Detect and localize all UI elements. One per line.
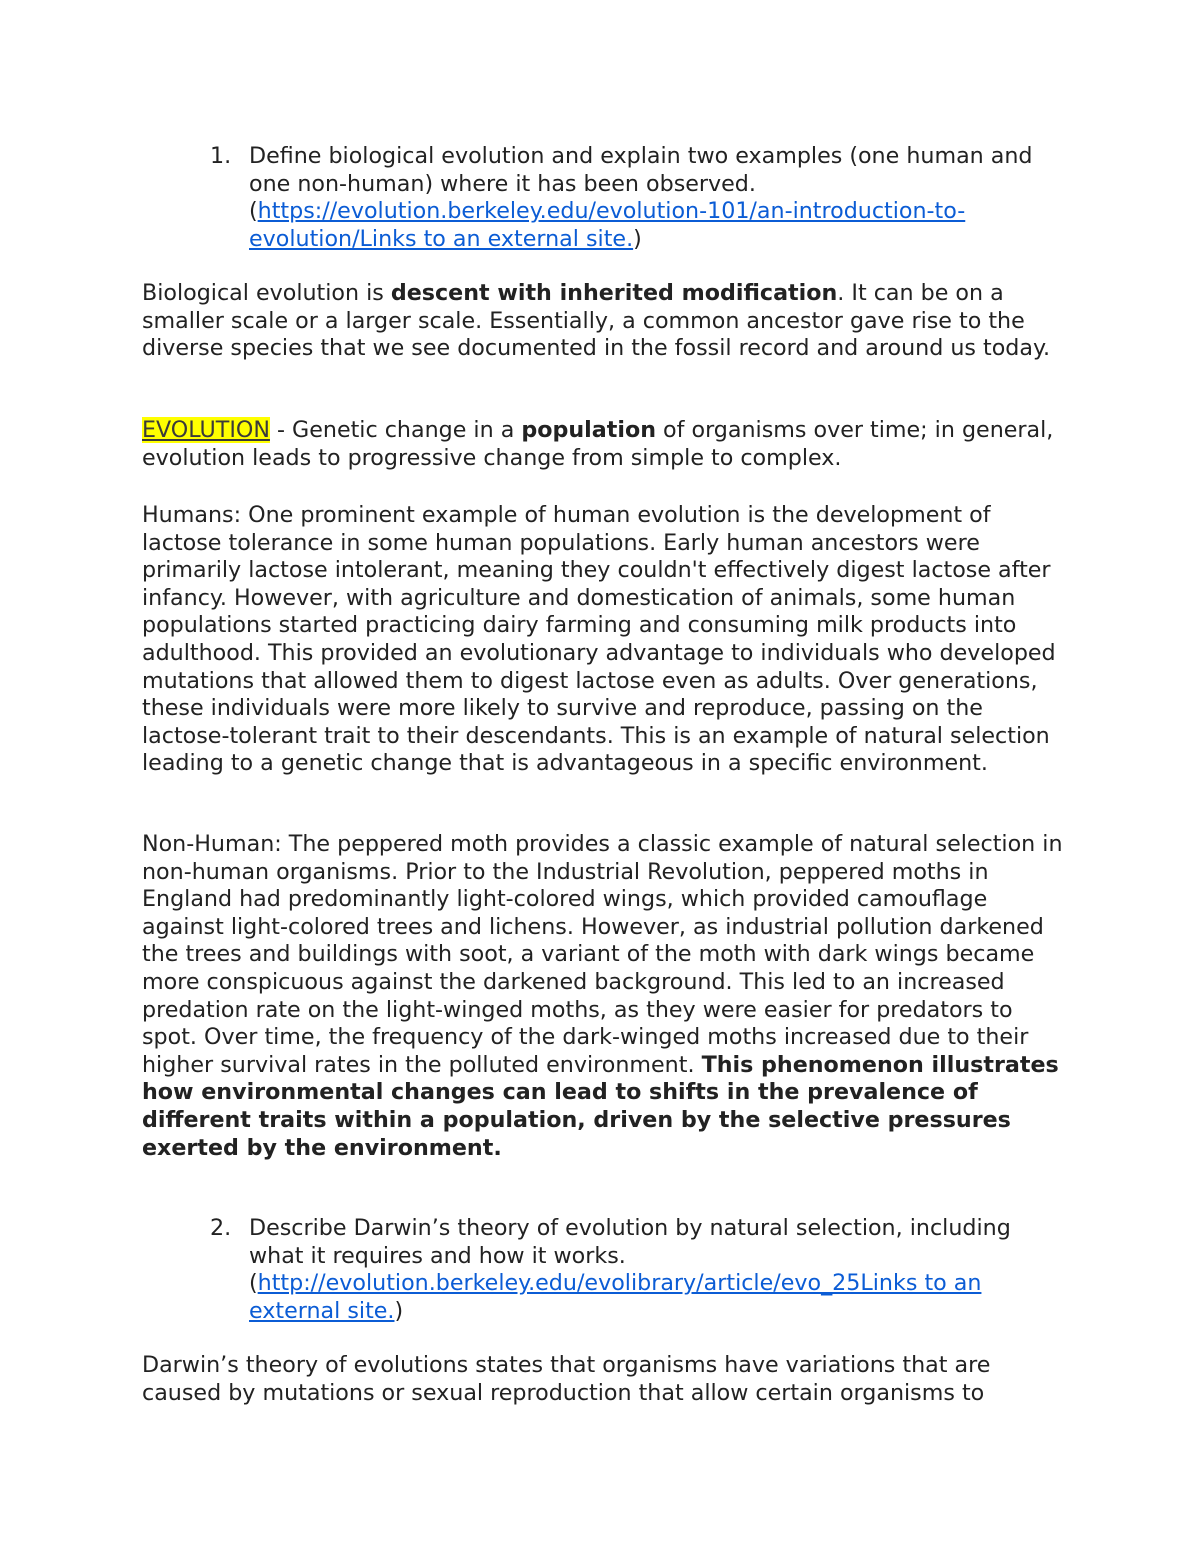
question-1-prompt: Define biological evolution and explain two examples (one human and one non-human) where it has been observed. bbox=[249, 143, 1033, 197]
definition-text-before: Biological evolution is bbox=[142, 280, 391, 306]
humans-text: Humans: One prominent example of human evolution is the development of lactose tolerance in some human populations. Early human ancestors were primarily lactose intolerant, meaning they couldn't effectively digest lactose after infancy. However, with agriculture and domestication of animals, some human populations started practicing dairy farming and consuming milk products into adulthood. This provided an evolutionary advantage to individuals who developed mutations that allowed them to digest lactose even as adults. Over generations, these individuals were more likely to survive and reproduce, passing on the lactose-tolerant trait to their descendants. This is an example of natural selection leading to a genetic change that is advantageous in a specific environment. bbox=[142, 502, 1056, 777]
question-2-number: 2. bbox=[210, 1215, 232, 1241]
question-2-link[interactable]: http://evolution.berkeley.edu/evolibrary/article/evo_25Links to an external site. bbox=[249, 1270, 982, 1324]
evolution-highlight: EVOLUTION bbox=[142, 417, 270, 443]
question-1-text bbox=[249, 143, 1070, 253]
paragraph-definition bbox=[142, 280, 1067, 363]
question-2-paren-close: ) bbox=[394, 1297, 404, 1324]
question-2-paren-open: ( bbox=[249, 1270, 258, 1297]
question-1-link[interactable]: https://evolution.berkeley.edu/evolution-101/an-introduction-to-evolution/Links to an external site. bbox=[249, 198, 966, 252]
question-1-paren-open: ( bbox=[249, 198, 258, 225]
evolution-text-after: of organisms over time; in general, evolution leads to progressive change from simple to complex. bbox=[142, 417, 1054, 471]
question-2-prompt: Describe Darwin’s theory of evolution by natural selection, including what it requires and how it works. bbox=[249, 1215, 1011, 1269]
question-2-text bbox=[249, 1215, 1070, 1325]
definition-text-after: . It can be on a smaller scale or a larger scale. Essentially, a common ancestor gave rise to the diverse species that we see documented in the fossil record and around us today. bbox=[142, 280, 1051, 362]
definition-bold: descent with inherited modification bbox=[390, 280, 838, 306]
evolution-bold: population bbox=[521, 417, 656, 443]
paragraph-humans bbox=[142, 502, 1067, 778]
nonhuman-text: Non-Human: The peppered moth provides a classic example of natural selection in non-human organisms. Prior to the Industrial Revolution, peppered moths in England had predominantly light-colored wings, which provided camouflage against light-colored trees and lichens. However, as industrial pollution darkened the trees and buildings with soot, a variant of the moth with dark wings became more conspicuous against the darkened background. This led to an increased predation rate on the light-winged moths, as they were easier for predators to spot. Over time, the frequency of the dark-winged moths increased due to their higher survival rates in the polluted environment. bbox=[142, 831, 1063, 1078]
darwin-text: Darwin’s theory of evolutions states that organisms have variations that are caused by mutations or sexual reproduction that allow certain organisms to bbox=[142, 1352, 991, 1406]
evolution-text-before: - Genetic change in a bbox=[269, 417, 522, 443]
question-1-paren-close: ) bbox=[633, 225, 642, 252]
question-1 bbox=[210, 143, 1070, 253]
question-2 bbox=[210, 1215, 1070, 1325]
question-1-number: 1. bbox=[210, 143, 232, 169]
nonhuman-bold: This phenomenon illustrates how environmental changes can lead to shifts in the prevalence of different traits within a population, driven by the selective pressures exerted by the environment. bbox=[142, 1051, 1059, 1161]
paragraph-darwin bbox=[142, 1352, 1067, 1407]
paragraph-nonhuman bbox=[142, 831, 1067, 1162]
paragraph-evolution bbox=[142, 417, 1067, 472]
